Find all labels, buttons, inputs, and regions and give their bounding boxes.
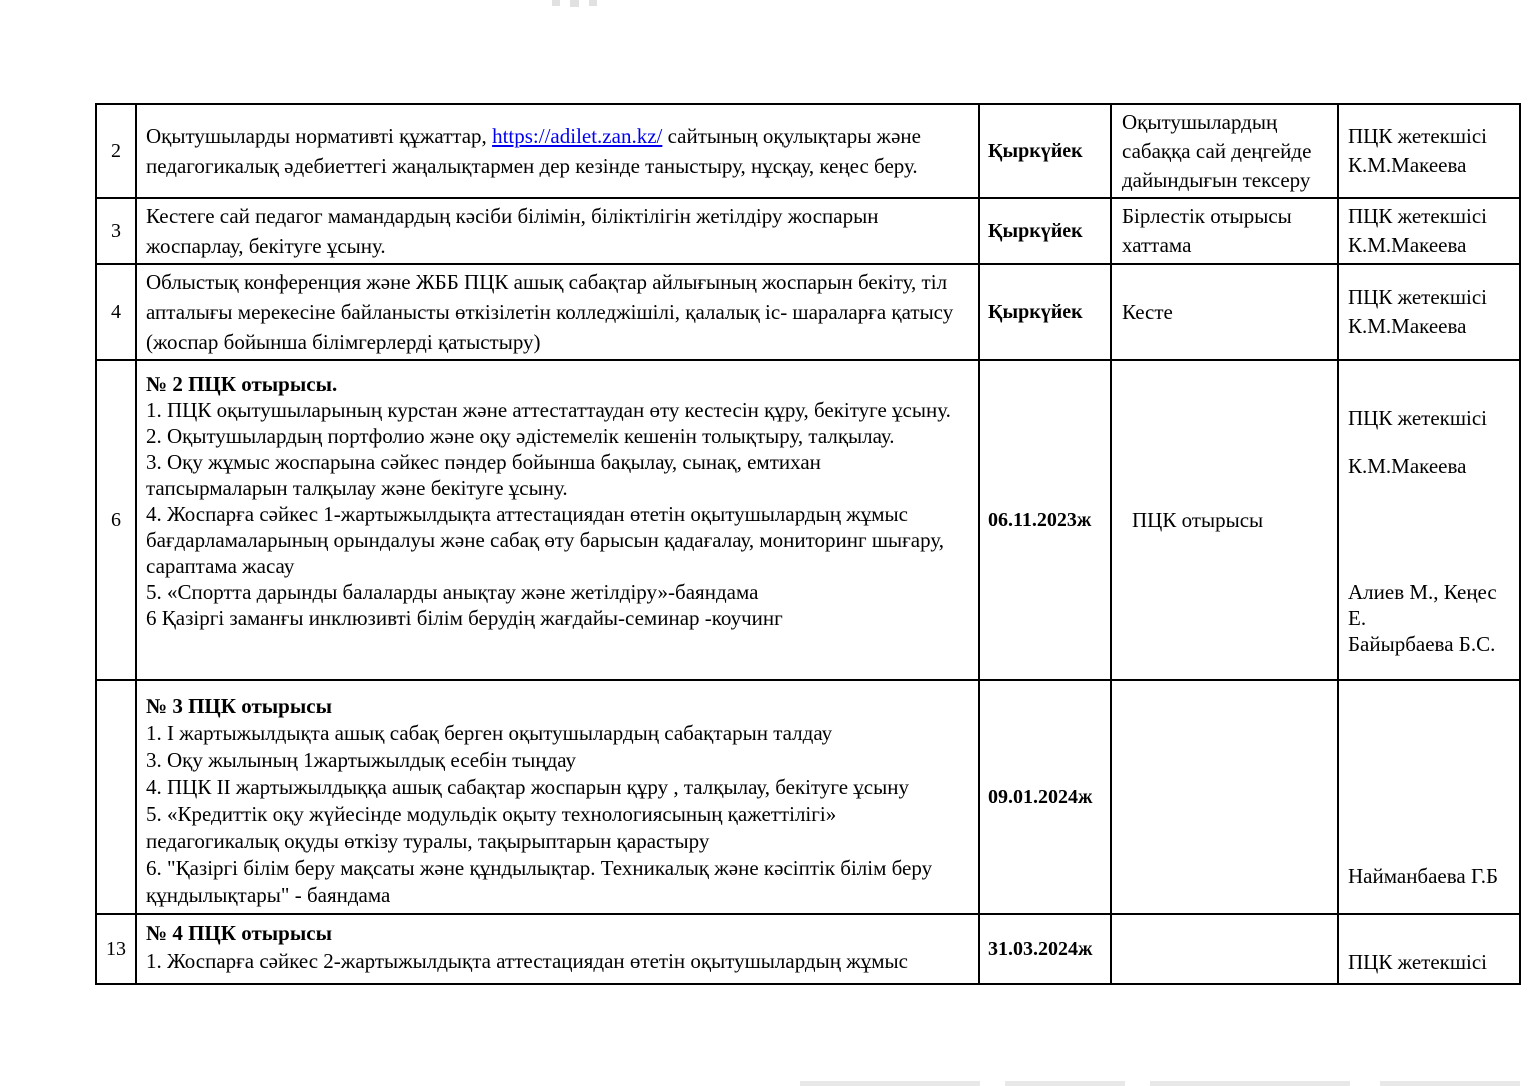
table-row bbox=[96, 264, 1520, 360]
responsible-cell: Найманбаева Г.Б bbox=[1338, 680, 1520, 914]
responsible-names bbox=[1348, 579, 1513, 657]
responsible-name: К.М.Макеева bbox=[1348, 454, 1467, 478]
date-cell: Қыркүйек bbox=[979, 198, 1111, 264]
scan-artifact-bottom bbox=[1005, 1081, 1125, 1086]
responsible-cell: ПЦК жетекшісі К.М.Макеева bbox=[1338, 104, 1520, 198]
date-cell: Қыркүйек bbox=[979, 104, 1111, 198]
agenda-item: 6 Қазіргі заманғы инклюзивті білім берудің жағдайы-семинар -коучинг bbox=[146, 606, 783, 630]
adilet-link[interactable]: https://adilet.zan.kz/ bbox=[492, 124, 663, 148]
row-number bbox=[96, 680, 136, 914]
activity-text: сайтының оқулықтары және педагогикалық әдебиеттегі жаңалықтармен дер кезінде таныстыру, нұсқау, кеңес беру. bbox=[146, 124, 921, 178]
row-number: 2 bbox=[96, 104, 136, 198]
result-cell: Бірлестік отырысы хаттама bbox=[1111, 198, 1338, 264]
activity-cell bbox=[136, 360, 979, 680]
activity-cell: Облыстық конференция және ЖББ ПЦК ашық сабақтар айлығының жоспарын бекіту, тіл апталығы мерекесіне байланысты өткізілетін колледжішілі, қалалық іс- шараларға қатысу (жоспар бойынша білімгерлерді қатыстыру) bbox=[136, 264, 979, 360]
scan-artifact-bottom bbox=[1380, 1081, 1520, 1086]
scan-artifact-top bbox=[552, 0, 560, 6]
responsible-cell: ПЦК жетекшісі bbox=[1338, 914, 1520, 984]
work-plan-table bbox=[95, 103, 1521, 985]
scan-artifact-bottom bbox=[800, 1081, 980, 1086]
scan-artifact-top bbox=[589, 0, 597, 6]
agenda-item: 3. Оқу жылының 1жартыжылдық есебін тыңдау bbox=[146, 748, 577, 772]
scan-artifact-bottom bbox=[1150, 1081, 1350, 1086]
date-cell: 31.03.2024ж bbox=[979, 914, 1111, 984]
result-cell bbox=[1111, 680, 1338, 914]
agenda-item: 2. Оқытушылардың портфолио және оқу әдістемелік кешенін толықтыру, талқылау. bbox=[146, 424, 895, 448]
scan-artifact-top bbox=[570, 0, 579, 7]
agenda-item: 1. ПЦК оқытушыларының курстан және аттестаттаудан өту кестесін құру, бекітуге ұсыну. bbox=[146, 398, 951, 422]
agenda-item: 5. «Спортта дарынды балаларды анықтау және жетілдіру»-баяндама bbox=[146, 580, 759, 604]
meeting-title: № 3 ПЦК отырысы bbox=[146, 694, 332, 718]
activity-cell bbox=[136, 104, 979, 198]
row-number: 3 bbox=[96, 198, 136, 264]
table-row bbox=[96, 104, 1520, 198]
activity-cell: Кестеге сай педагог мамандардың кәсіби білімін, біліктілігін жетілдіру жоспарын жоспарлау, бекітуге ұсыну. bbox=[136, 198, 979, 264]
date-cell: 06.11.2023ж bbox=[979, 360, 1111, 680]
result-cell: ПЦК отырысы bbox=[1111, 360, 1338, 680]
responsible-cell bbox=[1338, 360, 1520, 680]
result-cell: Оқытушылардың сабаққа сай деңгейде дайындығын тексеру bbox=[1111, 104, 1338, 198]
row-number: 4 bbox=[96, 264, 136, 360]
agenda-item: 5. «Кредиттік оқу жүйесінде модульдік оқыту технологиясының қажеттілігі» педагогикалық оқуды өткізу туралы, тақырыптарын қарастыру bbox=[146, 802, 837, 853]
table-row bbox=[96, 360, 1520, 680]
activity-cell bbox=[136, 680, 979, 914]
table-row bbox=[96, 680, 1520, 914]
agenda-item: 1. Жоспарға сәйкес 2-жартыжылдықта аттестациядан өтетін оқытушылардың жұмыс bbox=[146, 949, 908, 973]
activity-text: Оқытушыларды нормативті құжаттар, bbox=[146, 124, 493, 148]
meeting-title: № 2 ПЦК отырысы. bbox=[146, 372, 338, 396]
date-cell: 09.01.2024ж bbox=[979, 680, 1111, 914]
agenda-item: 1. І жартыжылдықта ашық сабақ берген оқытушылардың сабақтарын талдау bbox=[146, 721, 833, 745]
activity-cell bbox=[136, 914, 979, 984]
agenda-item: 6. "Қазіргі білім беру мақсаты және құндылықтар. Техникалық және кәсіптік білім беру құндылықтары" - баяндама bbox=[146, 856, 933, 907]
responsible-role: ПЦК жетекшісі bbox=[1348, 406, 1488, 430]
result-cell: Кесте bbox=[1111, 264, 1338, 360]
row-number: 6 bbox=[96, 360, 136, 680]
responsible-name: Байырбаева Б.С. bbox=[1348, 632, 1496, 656]
result-cell bbox=[1111, 914, 1338, 984]
responsible-name: Алиев М., Кеңес Е. bbox=[1348, 580, 1497, 630]
meeting-title: № 4 ПЦК отырысы bbox=[146, 921, 332, 945]
row-number: 13 bbox=[96, 914, 136, 984]
date-cell: Қыркүйек bbox=[979, 264, 1111, 360]
agenda-item: 4. Жоспарға сәйкес 1-жартыжылдықта аттестациядан өтетін оқытушылардың жұмыс бағдарламаларының орындалуы және сабақ өту барысын қадағалау, мониторинг шығару, сараптама жасау bbox=[146, 502, 944, 578]
agenda-item: 4. ПЦК ІІ жартыжылдыққа ашық сабақтар жоспарын құру , талқылау, бекітуге ұсыну bbox=[146, 775, 909, 799]
table-row bbox=[96, 198, 1520, 264]
responsible-cell: ПЦК жетекшісі К.М.Макеева bbox=[1338, 198, 1520, 264]
table-row bbox=[96, 914, 1520, 984]
responsible-cell: ПЦК жетекшісі К.М.Макеева bbox=[1338, 264, 1520, 360]
agenda-item: 3. Оқу жұмыс жоспарына сәйкес пәндер бойынша бақылау, сынақ, емтихан тапсырмаларын талқылау және бекітуге ұсыну. bbox=[146, 450, 821, 500]
